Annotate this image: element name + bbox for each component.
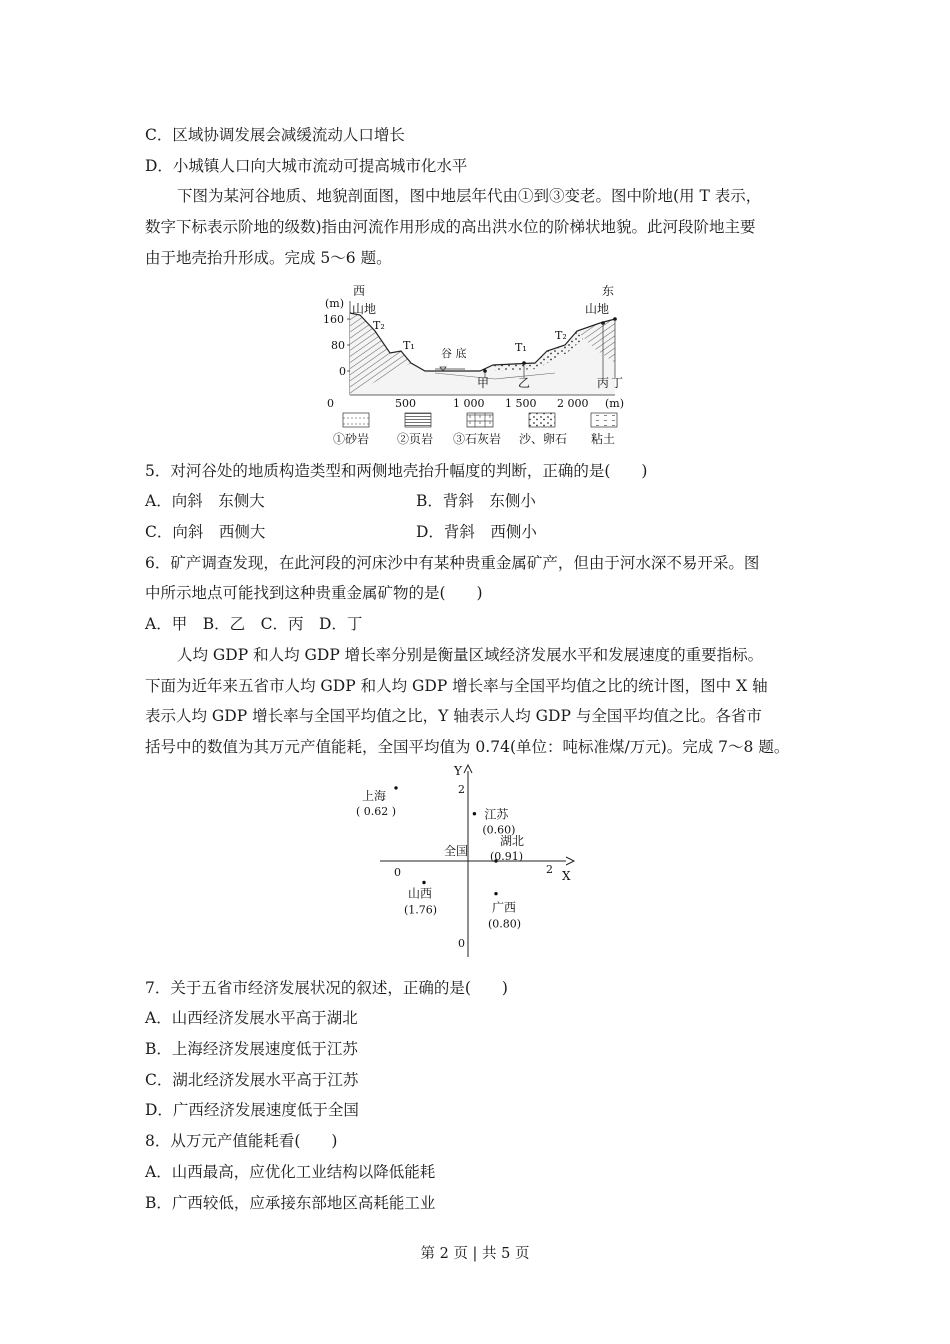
east-mountain-label: 山地 bbox=[585, 302, 610, 316]
point-yi-label: 乙 bbox=[518, 376, 531, 390]
x-tick-2000: 2 000 bbox=[557, 397, 589, 410]
point-5-name-label: 广西 bbox=[492, 900, 517, 915]
point-0-name-label: 上海 bbox=[362, 788, 387, 803]
question-7-option-b[interactable]: B．上海经济发展速度低于江苏 bbox=[145, 1040, 358, 1058]
point-1-marker bbox=[473, 812, 476, 815]
question-7-option-d[interactable]: D．广西经济发展速度低于全国 bbox=[145, 1101, 359, 1119]
legend-sandstone-label: ①砂岩 bbox=[333, 432, 370, 446]
point-1-name-label: 江苏 bbox=[484, 807, 509, 822]
point-4-marker bbox=[422, 881, 425, 884]
question-5-option-b[interactable]: B．背斜 东侧小 bbox=[416, 492, 536, 510]
question-8-stem: 8．从万元产值能耗看( ) bbox=[145, 1132, 338, 1150]
x-tick-2: 2 bbox=[546, 863, 553, 876]
passage2-line4: 括号中的数值为其万元产值能耗，全国平均值为 0.74(单位：吨标准煤/万元)。完成 7～8 题。 bbox=[145, 738, 790, 756]
point-4-name-label: 山西 bbox=[408, 886, 433, 901]
valley-bottom-label: 谷 底 bbox=[441, 347, 467, 360]
question-5-option-d[interactable]: D．背斜 西侧小 bbox=[416, 523, 537, 541]
question-7-option-a[interactable]: A．山西经济发展水平高于湖北 bbox=[145, 1009, 358, 1027]
x-tick-1500: 1 500 bbox=[505, 397, 537, 410]
legend-sandstone-swatch bbox=[343, 413, 369, 427]
x-tick-0: 0 bbox=[394, 866, 401, 879]
west-t2-label: T₂ bbox=[373, 319, 385, 332]
y-tick-0: 0 bbox=[458, 937, 465, 950]
legend-clay-label: 粘土 bbox=[591, 432, 616, 446]
y-unit-label: (m) bbox=[325, 297, 345, 310]
question-7-option-c[interactable]: C．湖北经济发展水平高于江苏 bbox=[145, 1071, 359, 1089]
chart-points bbox=[356, 786, 524, 930]
passage1-line2: 数字下标表示阶地的级数)指由河流作用形成的高出洪水位的阶梯状地貌。此河段阶地主要 bbox=[145, 218, 756, 236]
x-tick-1000: 1 000 bbox=[453, 397, 485, 410]
question-7-stem: 7．关于五省市经济发展状况的叙述，正确的是( ) bbox=[145, 979, 508, 997]
point-0-marker bbox=[394, 786, 397, 789]
point-1-value-label: (0.60) bbox=[482, 823, 516, 837]
east-label: 东 bbox=[602, 284, 615, 298]
river-valley-profile-figure bbox=[315, 283, 635, 448]
question-6-stem-line1: 6．矿产调查发现，在此河段的河床沙中有某种贵重金属矿产，但由于河水深不易开采。图 bbox=[145, 554, 760, 572]
point-5-marker bbox=[494, 892, 497, 895]
east-t1-label: T₁ bbox=[515, 341, 527, 354]
x-axis-label: X bbox=[562, 869, 571, 883]
y-axis-label: Y bbox=[454, 764, 462, 778]
option-d-prev: D．小城镇人口向大城市流动可提高城市化水平 bbox=[145, 157, 468, 175]
passage1-line3: 由于地壳抬升形成。完成 5～6 题。 bbox=[145, 249, 392, 267]
question-8-option-a[interactable]: A．山西最高，应优化工业结构以降低能耗 bbox=[145, 1163, 436, 1181]
west-label: 西 bbox=[353, 284, 366, 298]
point-jia-label: 甲 bbox=[477, 376, 490, 390]
point-0-value-label: ( 0.62 ) bbox=[356, 804, 397, 818]
point-2-name-label: 湖北 bbox=[500, 834, 525, 848]
page-footer: 第 2 页 | 共 5 页 bbox=[420, 1246, 530, 1262]
legend-shale-swatch bbox=[405, 413, 431, 427]
passage2-line3: 表示人均 GDP 增长率与全国平均值之比，Y 轴表示人均 GDP 与全国平均值之比。各省市 bbox=[145, 707, 762, 725]
question-6-options[interactable]: A．甲 B．乙 C．丙 D．丁 bbox=[145, 615, 363, 633]
option-c-prev: C．区域协调发展会减缓流动人口增长 bbox=[145, 126, 405, 144]
x-tick-500: 500 bbox=[395, 397, 416, 410]
gdp-scatter-chart bbox=[356, 763, 578, 959]
question-5-option-c[interactable]: C．向斜 西侧大 bbox=[145, 523, 266, 541]
x-tick-0: 0 bbox=[327, 397, 334, 410]
passage2-line1: 人均 GDP 和人均 GDP 增长率分别是衡量区域经济发展水平和发展速度的重要指标。 bbox=[177, 646, 764, 664]
legend-shale-label: ②页岩 bbox=[397, 432, 434, 446]
west-t1-label: T₁ bbox=[403, 339, 415, 352]
point-4-value-label: (1.76) bbox=[404, 903, 438, 917]
y-tick-160: 160 bbox=[323, 313, 344, 326]
legend-gravel-swatch bbox=[529, 413, 555, 427]
question-8-option-b[interactable]: B．广西较低，应承接东部地区高耗能工业 bbox=[145, 1194, 436, 1212]
x-axis-arrow bbox=[566, 857, 574, 865]
point-2-value-label: (0.91) bbox=[490, 850, 524, 863]
point-ding-label: 丁 bbox=[611, 376, 624, 390]
y-tick-80: 80 bbox=[331, 339, 345, 352]
question-5-option-a[interactable]: A．向斜 东侧大 bbox=[145, 492, 265, 510]
passage1-line1: 下图为某河谷地质、地貌剖面图，图中地层年代由①到③变老。图中阶地(用 T 表示， bbox=[177, 187, 762, 205]
chart-axes bbox=[380, 764, 574, 957]
point-bing-label: 丙 bbox=[597, 376, 610, 390]
legend-clay-swatch bbox=[591, 413, 617, 427]
legend-limestone-swatch bbox=[467, 413, 493, 427]
west-mountain-label: 山地 bbox=[352, 302, 377, 316]
legend-limestone-label: ③石灰岩 bbox=[453, 432, 502, 446]
passage2-line2: 下面为近年来五省市人均 GDP 和人均 GDP 增长率与全国平均值之比的统计图，图中 X 轴 bbox=[145, 677, 768, 695]
question-6-stem-line2: 中所示地点可能找到这种贵重金属矿物的是( ) bbox=[145, 584, 483, 602]
east-t2-label: T₂ bbox=[555, 329, 567, 342]
x-unit-label: (m) bbox=[605, 397, 625, 410]
y-tick-0: 0 bbox=[339, 365, 346, 378]
y-tick-2: 2 bbox=[458, 783, 465, 796]
question-5-stem: 5．对河谷处的地质构造类型和两侧地壳抬升幅度的判断，正确的是( ) bbox=[145, 462, 648, 480]
point-3-name-label: 全国 bbox=[444, 844, 469, 858]
point-5-value-label: (0.80) bbox=[488, 917, 522, 931]
legend-gravel-label: 沙、卵石 bbox=[519, 432, 568, 446]
